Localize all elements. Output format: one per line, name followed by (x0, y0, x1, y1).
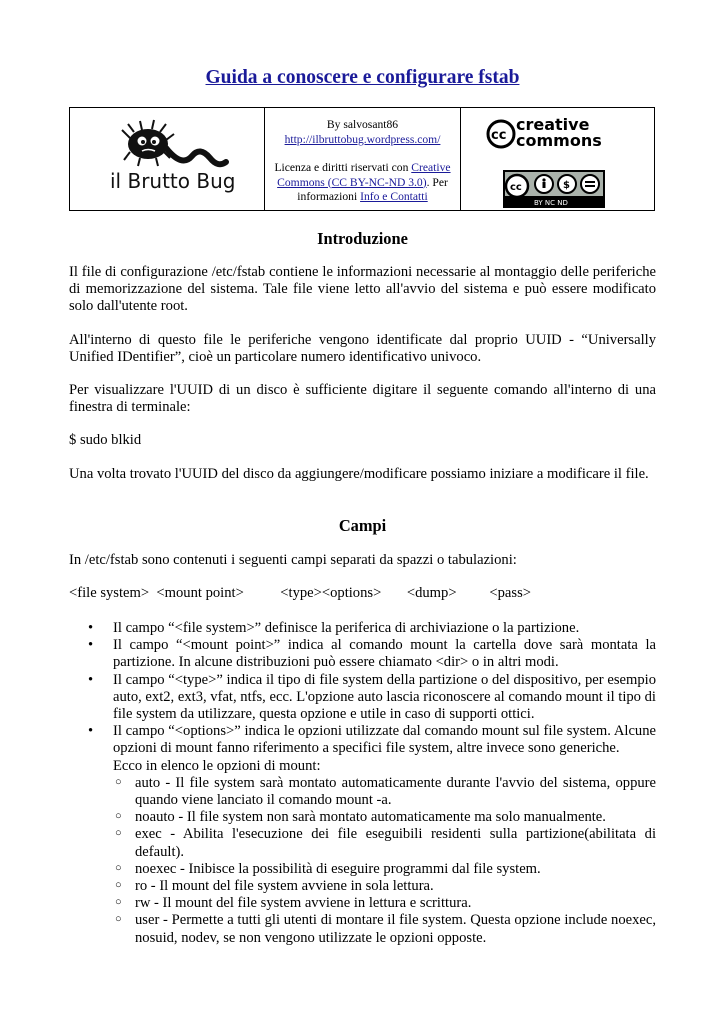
options-list (113, 775, 656, 947)
intro-paragraph-3: Per visualizzare l'UUID di un disco è sufficiente digitare il seguente comando all'interno di una finestra di terminale: (69, 382, 656, 415)
section-heading-campi: Campi (338, 516, 387, 535)
terminal-command: $ sudo blkid (69, 432, 142, 448)
header-table (69, 107, 655, 211)
creative-commons-icon (461, 108, 652, 210)
site-link[interactable]: http://ilbruttobug.wordpress.com/ (284, 132, 441, 146)
list-item: ○ noexec - Inibisce la possibilità di eseguire programmi dal file system. (115, 860, 541, 877)
list-item: ○ rw - Il mount del file system avviene in lettura e scrittura. (115, 895, 472, 912)
list-item: • Il campo “<mount point>” indica al comando mount la cartella dove sarà montata la partizione. In alcune distribuzioni può essere chiamato <dir> o in altri modi. (88, 637, 656, 671)
section-heading-introduzione: Introduzione (317, 229, 408, 248)
intro-paragraph-1: Il file di configurazione /etc/fstab contiene le informazioni necessarie al montaggio delle periferiche di memorizzazione del sistema. Tale file viene letto all'avvio del sistema e può essere modificato solo dall'utente root. (69, 264, 656, 314)
author-info (265, 108, 461, 210)
license-link[interactable]: Creative Commons (CC BY-NC-ND 3.0) (277, 161, 451, 189)
document-title: Guida a conoscere e configurare fstab (205, 67, 520, 88)
list-item: ○ ro - Il mount del file system avviene in sola lettura. (115, 878, 434, 895)
campi-paragraph-1: In /etc/fstab sono contenuti i seguenti campi separati da spazzi o tabulazioni: (69, 552, 517, 568)
svg-text:cc: cc (491, 128, 507, 143)
list-item: • Il campo “<file system>” definisce la periferica di archiviazione o la partizione. (88, 620, 580, 636)
list-item: • Il campo “<type>” indica il tipo di file system della partizione o del dispositivo, per esempio auto, ext2, ext3, vfat, ntfs, ecc. L'opzione auto lascia riconoscere al comando mount il tipo di file system da utilizzare, questa opzione e utile in caso di supporti ottici. (88, 671, 656, 723)
svg-text:il Brutto Bug: il Brutto Bug (110, 169, 236, 193)
list-item: ○ exec - Abilita l'esecuzione dei file eseguibili residenti sulla partizione(abilitata di default). (115, 826, 656, 860)
bug-mascot-icon (70, 108, 263, 210)
list-item: ○ noauto - Il file system non sarà montato automaticamente ma solo manualmente. (115, 809, 606, 826)
creative-commons-logos (461, 108, 654, 210)
list-item: ○ auto - Il file system sarà montato automaticamente durante l'avvio del sistema, oppure quando viene lanciato il comando mount -a. (115, 774, 656, 809)
options-intro: Ecco in elenco le opzioni di mount: (113, 757, 321, 774)
svg-text:commons: commons (516, 131, 602, 150)
author-name: By salvosant86 (326, 118, 399, 131)
info-contacts-link[interactable]: Info e Contatti (360, 190, 428, 203)
fields-list (69, 620, 656, 947)
svg-text:BY NC ND: BY NC ND (534, 199, 568, 207)
cc-by-nc-nd-badge-icon (503, 170, 605, 208)
list-item: ○ user - Permette a tutti gli utenti di montare il file system. Questa opzione include noexec, nosuid, nodev, se non vengono utilizzate le opzioni opposte. (115, 912, 656, 946)
svg-text:cc: cc (510, 182, 522, 193)
intro-paragraph-2: All'interno di questo file le periferiche vengono identificate dal proprio UUID - “Universally Unified IDentifier”, cioè un particolare numero identificativo univoco. (69, 332, 656, 365)
intro-paragraph-4: Una volta trovato l'UUID del disco da aggiungere/modificare possiamo iniziare a modificare il file. (69, 466, 649, 482)
svg-text:creative: creative (516, 115, 590, 134)
fstab-fields-line: <file system> <mount point> <type><options> <dump> <pass> (69, 585, 531, 601)
brutto-bug-logo (70, 108, 265, 210)
license-text: Licenza e diritti riservati con Creative Commons (CC BY-NC-ND 3.0). Per informazioni Info e Contatti (274, 161, 451, 203)
svg-text:$: $ (563, 180, 570, 191)
list-item: • Il campo “<options>” indica le opzioni utilizzate dal comando mount sul file system. Alcune opzioni di mount fanno riferimento a specifici file system, altre invece sono generiche. Ecco in elenco le opzioni di mount: ○ auto - Il file system sarà montato automaticamente durante l'avvio del sistema, oppure quando viene lanciato il comando mount -a. ○ noauto - Il file system non sarà montato automaticamente ma solo manualmente. ○ exec - Abilita l'esecuzione dei file eseguibili residenti sulla partizione(abilitata di default). ○ noexec - Inibisce la possibilità di eseguire programmi dal file system. ○ ro - Il mount del file system avviene in sola lettura. ○ rw - Il mount del file system avviene in lettura e scrittura. ○ user - Permette a tutti gli utenti di montare il file system. Questa opzione include noexec, nosuid, nodev, se non vengono utilizzate le opzioni opposte. (88, 723, 656, 946)
